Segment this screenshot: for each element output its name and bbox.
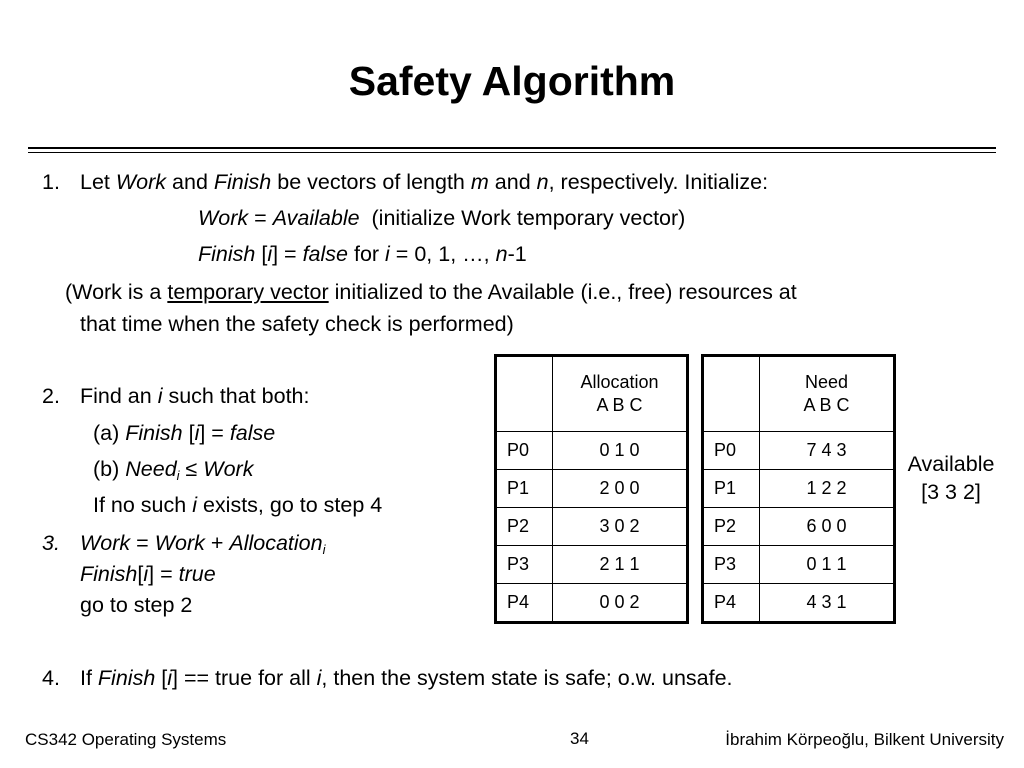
process-cell: P2	[496, 508, 553, 546]
step-2-number: 2.	[42, 384, 60, 408]
available-label: Available	[907, 452, 995, 476]
available-value: [3 3 2]	[921, 480, 981, 504]
process-cell: P0	[703, 432, 760, 470]
step-2-line-a: (a) Finish [i] = false	[93, 421, 276, 445]
step-2-line-c: If no such i exists, go to step 4	[93, 493, 383, 517]
step-1-line-3: Finish [i] = false for i = 0, 1, …, n-1	[198, 242, 527, 266]
allocation-value-cell: 0 1 0	[553, 432, 688, 470]
process-cell: P4	[703, 584, 760, 623]
step-1-line-2: Work = Available (initialize Work temporary vector)	[198, 206, 686, 230]
table-row	[703, 508, 895, 546]
process-cell: P1	[703, 470, 760, 508]
table-row	[703, 470, 895, 508]
need-corner-cell	[703, 356, 760, 432]
table-row	[496, 546, 688, 584]
need-header-cell: Need A B C	[760, 356, 895, 432]
process-cell: P2	[703, 508, 760, 546]
table-row	[703, 584, 895, 623]
step-3-number: 3.	[42, 531, 60, 555]
need-value-cell: 0 1 1	[760, 546, 895, 584]
process-cell: P3	[496, 546, 553, 584]
allocation-table	[494, 354, 689, 624]
step-1-note-line-2: that time when the safety check is performed)	[80, 312, 514, 336]
footer-author: İbrahim Körpeoğlu, Bilkent University	[725, 730, 1004, 749]
step-3-line-2: Finish[i] = true	[80, 562, 216, 586]
table-row	[496, 432, 688, 470]
step-2-line-1: Find an i such that both:	[80, 384, 310, 408]
table-row	[496, 584, 688, 623]
need-value-cell: 1 2 2	[760, 470, 895, 508]
need-value-cell: 6 0 0	[760, 508, 895, 546]
title-divider-thin	[28, 152, 996, 153]
step-1-note-line-1: (Work is a temporary vector initialized to the Available (i.e., free) resources at	[65, 280, 797, 304]
allocation-corner-cell	[496, 356, 553, 432]
process-cell: P0	[496, 432, 553, 470]
allocation-value-cell: 0 0 2	[553, 584, 688, 623]
allocation-table-header	[496, 356, 688, 432]
page-number: 34	[570, 729, 589, 748]
table-row	[496, 508, 688, 546]
step-3-line-1: Work = Work + Allocation$_i$	[80, 531, 326, 557]
process-cell: P3	[703, 546, 760, 584]
slide-title: Safety Algorithm	[348, 58, 676, 104]
process-cell: P4	[496, 584, 553, 623]
allocation-value-cell: 3 0 2	[553, 508, 688, 546]
step-1-line-1: Let Work and Finish be vectors of length m and n, respectively. Initialize:	[80, 170, 769, 194]
need-value-cell: 4 3 1	[760, 584, 895, 623]
step-2-line-b: (b) Need$_i$ ≤ Work	[93, 457, 254, 483]
allocation-value-cell: 2 1 1	[553, 546, 688, 584]
allocation-value-cell: 2 0 0	[553, 470, 688, 508]
need-table	[701, 354, 896, 624]
table-row	[703, 546, 895, 584]
table-row	[703, 432, 895, 470]
step-4-line-1: If Finish [i] == true for all i, then the system state is safe; o.w. unsafe.	[80, 666, 733, 690]
step-3-line-3: go to step 2	[80, 593, 193, 617]
process-cell: P1	[496, 470, 553, 508]
need-table-header	[703, 356, 895, 432]
step-4-number: 4.	[42, 666, 60, 690]
step-1-number: 1.	[42, 170, 60, 194]
table-row	[496, 470, 688, 508]
need-value-cell: 7 4 3	[760, 432, 895, 470]
title-divider-thick	[28, 147, 996, 149]
allocation-header-cell: Allocation A B C	[553, 356, 688, 432]
footer-course: CS342 Operating Systems	[25, 730, 227, 749]
available-vector	[896, 450, 1006, 506]
